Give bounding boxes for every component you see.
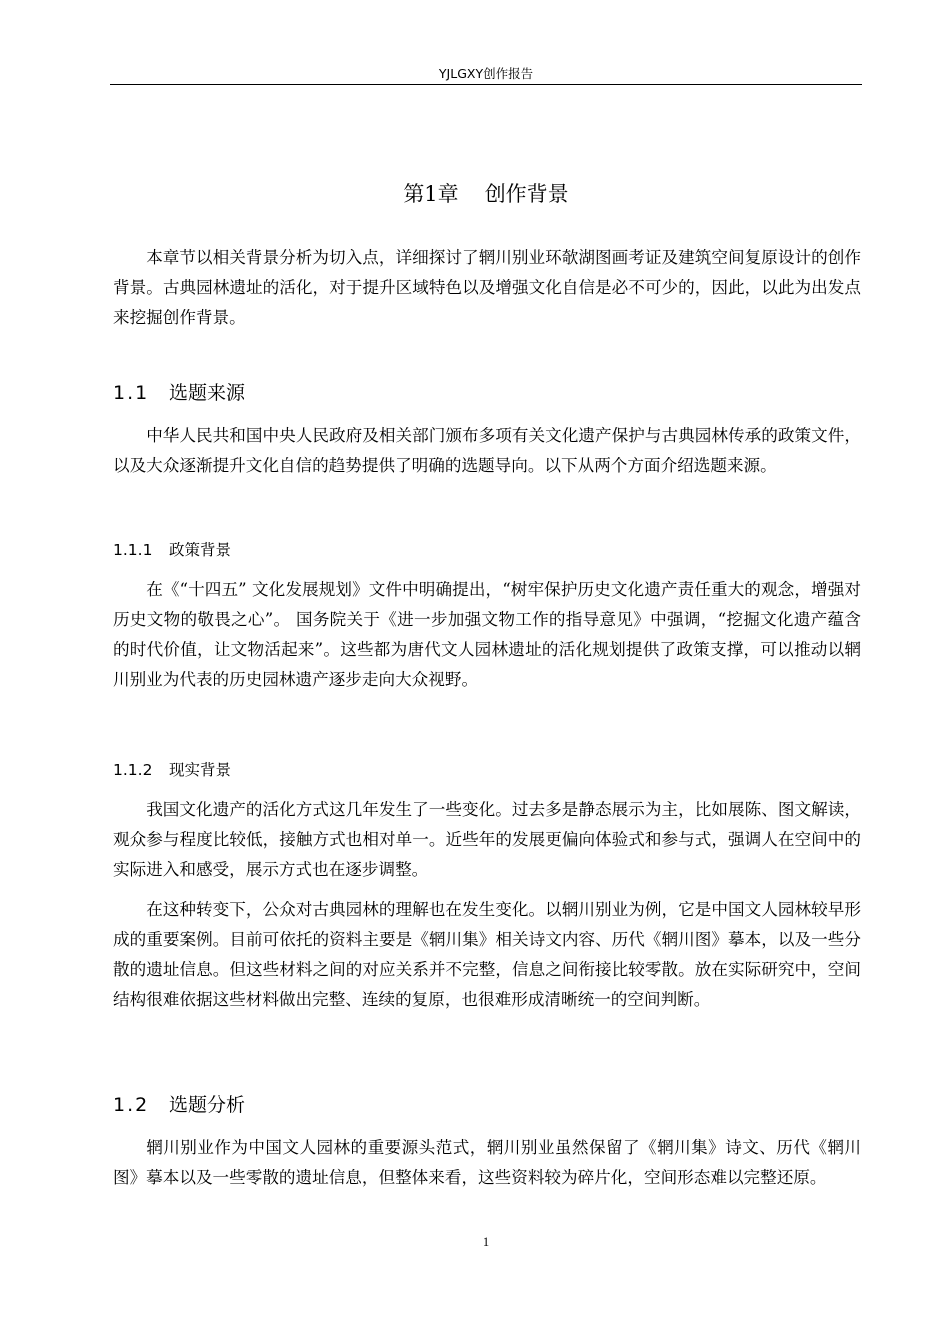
section-number: 1.1.2 xyxy=(113,761,153,779)
chapter-name: 创作背景 xyxy=(484,182,569,206)
section-1-1-2-paragraph-2: 在这种转变下，公众对古典园林的理解也在发生变化。以辋川别业为例，它是中国文人园林较早形成的重要案例。目前可依托的资料主要是《辋川集》相关诗文内容、历代《辋川图》摹本，以及一些分散的遗址信息。但这些材料之间的对应关系并不完整，信息之间衔接比较零散。放在实际研究中，空间结构很难依据这些材料做出完整、连续的复原，也很难形成清晰统一的空间判断。 xyxy=(113,900,861,1009)
section-title: 选题来源 xyxy=(169,382,246,404)
section-number: 1.1 xyxy=(113,382,150,404)
chapter-title xyxy=(110,178,862,210)
section-number: 1.1.1 xyxy=(113,541,153,559)
section-heading-1-1 xyxy=(113,379,245,407)
intro-paragraph: 本章节以相关背景分析为切入点，详细探讨了辋川别业环欹湖图画考证及建筑空间复原设计的创作背景。古典园林遗址的活化，对于提升区域特色以及增强文化自信是必不可少的，因此，以此为出发点来挖掘创作背景。 xyxy=(113,248,861,327)
section-title: 政策背景 xyxy=(169,541,232,559)
header-divider xyxy=(110,84,862,85)
page-number: 1 xyxy=(482,1235,490,1249)
section-number: 1.2 xyxy=(113,1094,150,1116)
running-header: YJLGXY创作报告 xyxy=(438,66,534,81)
section-1-1-2-paragraph-1: 我国文化遗产的活化方式这几年发生了一些变化。过去多是静态展示为主，比如展陈、图文解读，观众参与程度比较低，接触方式也相对单一。近些年的发展更偏向体验式和参与式，强调人在空间中的实际进入和感受，展示方式也在逐步调整。 xyxy=(113,800,861,879)
section-heading-1-1-1 xyxy=(113,538,231,562)
section-1-2-paragraph: 辋川别业作为中国文人园林的重要源头范式，辋川别业虽然保留了《辋川集》诗文、历代《辋川图》摹本以及一些零散的遗址信息，但整体来看，这些资料较为碎片化，空间形态难以完整还原。 xyxy=(113,1138,861,1187)
section-1-1-1-paragraph: 在《“十四五” 文化发展规划》文件中明确提出，“树牢保护历史文化遗产责任重大的观念，增强对历史文物的敬畏之心”。 国务院关于《进一步加强文物工作的指导意见》中强调，“挖掘文化遗产蕴含的时代价值，让文物活起来”。这些都为唐代文人园林遗址的活化规划提供了政策支撑，可以推动以辋川别业为代表的历史园林遗产逐步走向大众视野。 xyxy=(113,580,861,689)
section-1-1-paragraph: 中华人民共和国中央人民政府及相关部门颁布多项有关文化遗产保护与古典园林传承的政策文件，以及大众逐渐提升文化自信的趋势提供了明确的选题导向。以下从两个方面介绍选题来源。 xyxy=(113,426,861,475)
section-heading-1-1-2 xyxy=(113,758,231,782)
section-heading-1-2 xyxy=(113,1091,245,1119)
section-title: 选题分析 xyxy=(169,1094,246,1116)
section-title: 现实背景 xyxy=(169,761,232,779)
chapter-number: 第1章 xyxy=(403,182,459,206)
